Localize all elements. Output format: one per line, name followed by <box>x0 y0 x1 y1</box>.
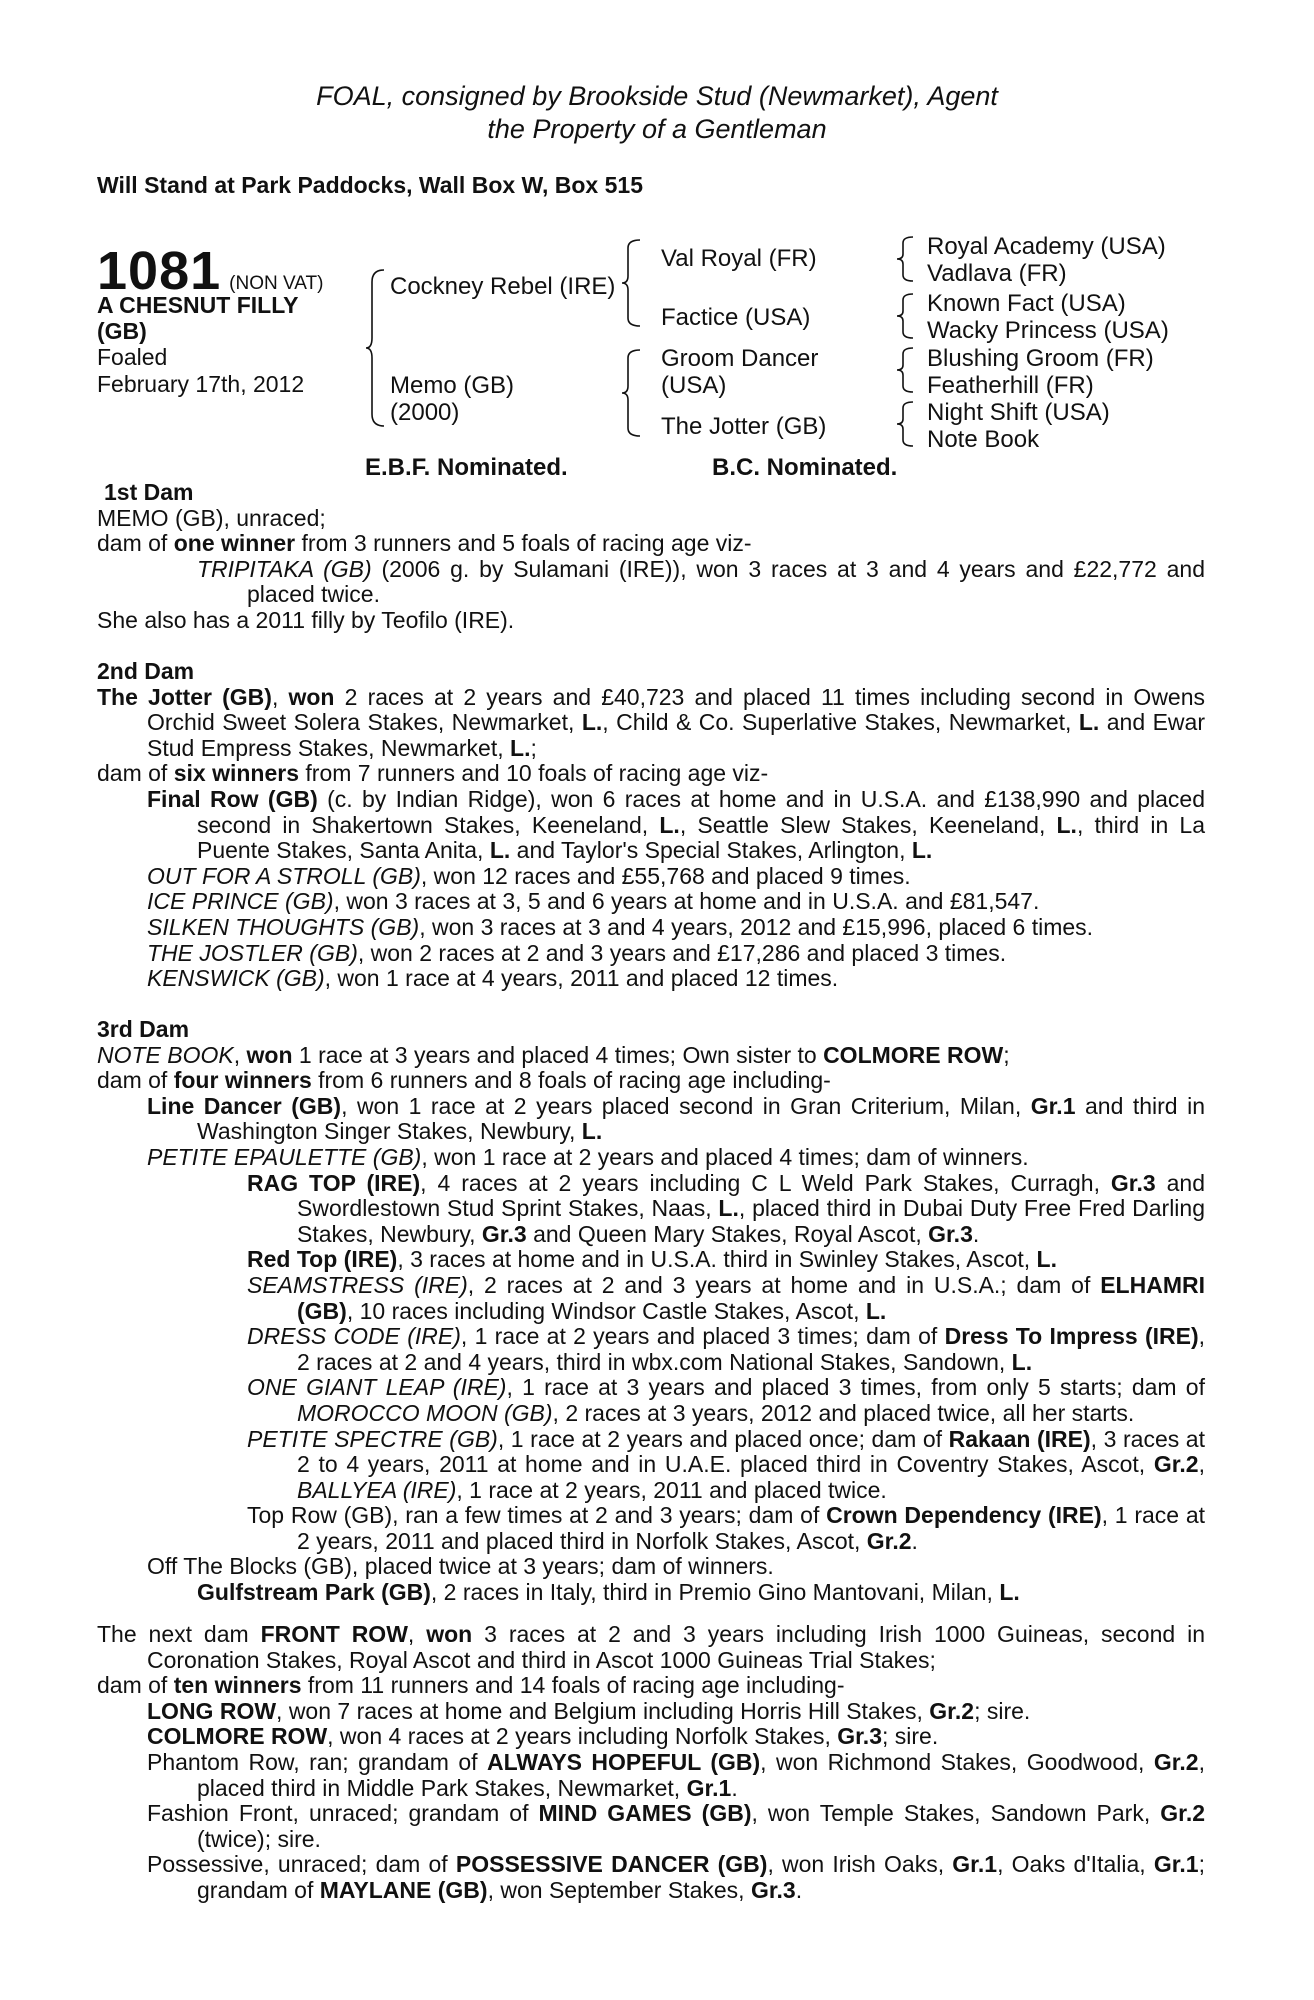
produce-entry: DRESS CODE (IRE), 1 race at 2 years and placed 3 times; dam of Dress To Impress (IRE), 2 races at 2 and 4 years, third in wbx.com National Stakes, Sandown, L. <box>247 1323 1205 1375</box>
pedigree-brace-ss <box>895 235 917 283</box>
second-dam-produce: dam of six winners from 7 runners and 10 foals of racing age viz- <box>97 760 769 787</box>
produce-entry: ONE GIANT LEAP (IRE), 1 race at 3 years and placed 3 times, from only 5 starts; dam of MOROCCO MOON (GB), 2 races at 3 years, 2012 and placed twice, all her starts. <box>247 1374 1205 1426</box>
first-dam-line: MEMO (GB), unraced; <box>97 504 326 531</box>
third-dam-line: NOTE BOOK, won 1 race at 3 years and placed 4 times; Own sister to COLMORE ROW; <box>97 1041 1010 1068</box>
pedigree-sdd: Wacky Princess (USA) <box>927 317 1169 344</box>
pedigree-dam: Memo (GB) <box>390 372 515 399</box>
second-dam-section <box>97 659 1205 992</box>
next-dam-produce: dam of ten winners from 11 runners and 14 foals of racing age including- <box>97 1672 845 1699</box>
bc-nominated: B.C. Nominated. <box>712 454 898 481</box>
produce-entry: PETITE EPAULETTE (GB), won 1 race at 2 years and placed 4 times; dam of winners. <box>147 1143 1029 1170</box>
pedigree-ddd: Note Book <box>927 426 1040 453</box>
pedigree-dsd: Featherhill (FR) <box>927 372 1094 399</box>
consignor-line: FOAL, consigned by Brookside Stud (Newmarket), Agent <box>316 81 998 111</box>
produce-entry: COLMORE ROW, won 4 races at 2 years including Norfolk Stakes, Gr.3; sire. <box>147 1723 939 1750</box>
next-dam-section <box>97 1622 1205 1904</box>
pedigree-dam-dam: The Jotter (GB) <box>661 413 827 440</box>
second-dam-title: 2nd Dam <box>97 658 195 684</box>
pedigree-sire-sire: Val Royal (FR) <box>661 245 817 272</box>
stand-location: Will Stand at Park Paddocks, Wall Box W, Box 515 <box>97 172 643 198</box>
third-dam-title: 3rd Dam <box>97 1016 190 1042</box>
produce-entry: Final Row (GB) (c. by Indian Ridge), won 6 races at home and in U.S.A. and £138,990 and placed second in Shakertown Stakes, Keeneland, L., Seattle Slew Stakes, Keeneland, L., third in La Puente Stakes, Santa Anita, L. and Taylor's Special Stakes, Arlington, L. <box>147 785 1205 864</box>
produce-entry: Off The Blocks (GB), placed twice at 3 years; dam of winners. <box>147 1553 774 1580</box>
pedigree-sds: Known Fact (USA) <box>927 290 1126 317</box>
pedigree-sire: Cockney Rebel (IRE) <box>390 273 616 300</box>
pedigree-dds: Night Shift (USA) <box>927 399 1110 426</box>
pedigree-brace-sd <box>895 292 917 340</box>
pedigree-sss: Royal Academy (USA) <box>927 233 1166 260</box>
produce-entry: TRIPITAKA (GB) (2006 g. by Sulamani (IRE)), won 3 races at 3 and 4 years and £22,772 and placed twice. <box>197 555 1205 608</box>
first-dam-title: 1st Dam <box>104 479 194 505</box>
pedigree-brace-sire-dam <box>364 268 388 428</box>
pedigree-brace-dd <box>895 400 917 448</box>
first-dam-produce: dam of one winner from 3 runners and 5 foals of racing age viz- <box>97 530 752 557</box>
third-dam-produce: dam of four winners from 6 runners and 8 foals of racing age including- <box>97 1067 831 1094</box>
lot-number: 1081 <box>97 241 222 301</box>
produce-entry: SILKEN THOUGHTS (GB), won 3 races at 3 and 4 years, 2012 and £15,996, placed 6 times. <box>147 913 1094 940</box>
produce-entry: Possessive, unraced; dam of POSSESSIVE DANCER (GB), won Irish Oaks, Gr.1, Oaks d'Italia, Gr.1; grandam of MAYLANE (GB), won September Stakes, Gr.3. <box>147 1851 1205 1903</box>
produce-entry: Phantom Row, ran; grandam of ALWAYS HOPEFUL (GB), won Richmond Stakes, Goodwood, Gr.2, placed third in Middle Park Stakes, Newmarket, Gr.1. <box>147 1748 1205 1801</box>
pedigree-sire-dam: Factice (USA) <box>661 304 811 331</box>
produce-entry: Gulfstream Park (GB), 2 races in Italy, third in Premio Gino Mantovani, Milan, L. <box>197 1579 1020 1606</box>
next-dam-line: The next dam FRONT ROW, won 3 races at 2 and 3 years including Irish 1000 Guineas, second in Coronation Stakes, Royal Ascot and third in Ascot 1000 Guineas Trial Stakes; <box>97 1621 1205 1673</box>
produce-entry: THE JOSTLER (GB), won 2 races at 2 and 3 years and £17,286 and placed 3 times. <box>147 939 1007 966</box>
pedigree-brace-sire <box>620 238 644 328</box>
second-dam-line: The Jotter (GB), won 2 races at 2 years and £40,723 and placed 11 times including second in Owens Orchid Sweet Solera Stakes, Newmarket, L., Child & Co. Superlative Stakes, Newmarket, L. and Ewar Stud Empress Stakes, Newmarket, L.; <box>97 683 1206 761</box>
lot-name-country: (GB) <box>97 318 147 344</box>
pedigree-dam-year: (2000) <box>390 399 460 426</box>
consignor-line-2: the Property of a Gentleman <box>487 114 827 144</box>
lot-name: A CHESNUT FILLY <box>97 292 299 318</box>
produce-entry: ICE PRINCE (GB), won 3 races at 3, 5 and 6 years at home and in U.S.A. and £81,547. <box>147 888 1040 915</box>
foaled-label: Foaled <box>97 344 168 370</box>
foaled-date: February 17th, 2012 <box>97 371 305 397</box>
pedigree-brace-dam <box>620 348 644 438</box>
produce-entry: RAG TOP (IRE), 4 races at 2 years including C L Weld Park Stakes, Curragh, Gr.3 and Swordlestown Stud Sprint Stakes, Naas, L., placed third in Dubai Duty Free Fred Darling Stakes, Newbury, Gr.3 and Queen Mary Stakes, Royal Ascot, Gr.3. <box>247 1169 1206 1247</box>
produce-entry: SEAMSTRESS (IRE), 2 races at 2 and 3 years at home and in U.S.A.; dam of ELHAMRI (GB), 10 races including Windsor Castle Stakes, Ascot, L. <box>247 1271 1205 1324</box>
produce-entry: LONG ROW, won 7 races at home and Belgium including Horris Hill Stakes, Gr.2; sire. <box>147 1697 1031 1724</box>
produce-entry: Line Dancer (GB), won 1 race at 2 years placed second in Gran Criterium, Milan, Gr.1 and third in Washington Singer Stakes, Newbury, L. <box>147 1092 1205 1145</box>
produce-entry: PETITE SPECTRE (GB), 1 race at 2 years and placed once; dam of Rakaan (IRE), 3 races at 2 to 4 years, 2011 at home and in U.A.E. placed third in Coventry Stakes, Ascot, Gr.2, BALLYEA (IRE), 1 race at 2 years, 2011 and placed twice. <box>247 1425 1205 1503</box>
pedigree-dam-sire-country: (USA) <box>661 372 727 399</box>
pedigree-brace-ds <box>895 346 917 394</box>
vat-status: (NON VAT) <box>229 273 324 294</box>
ebf-nominated: E.B.F. Nominated. <box>365 454 568 481</box>
produce-entry: Red Top (IRE), 3 races at home and in U.S.A. third in Swinley Stakes, Ascot, L. <box>247 1246 1057 1273</box>
produce-entry: Fashion Front, unraced; grandam of MIND GAMES (GB), won Temple Stakes, Sandown Park, Gr.2 (twice); sire. <box>147 1800 1206 1852</box>
produce-entry: KENSWICK (GB), won 1 race at 4 years, 2011 and placed 12 times. <box>147 965 839 992</box>
pedigree-dam-sire: Groom Dancer <box>661 345 819 372</box>
first-dam-section <box>97 480 1205 634</box>
produce-entry: Top Row (GB), ran a few times at 2 and 3 years; dam of Crown Dependency (IRE), 1 race at 2 years, 2011 and placed third in Norfolk Stakes, Ascot, Gr.2. <box>247 1502 1206 1554</box>
pedigree-ssd: Vadlava (FR) <box>927 260 1067 287</box>
third-dam-section <box>97 1017 1205 1606</box>
pedigree-dss: Blushing Groom (FR) <box>927 345 1154 372</box>
produce-entry: OUT FOR A STROLL (GB), won 12 races and £55,768 and placed 9 times. <box>147 862 911 889</box>
first-dam-note: She also has a 2011 filly by Teofilo (IRE). <box>97 606 515 633</box>
